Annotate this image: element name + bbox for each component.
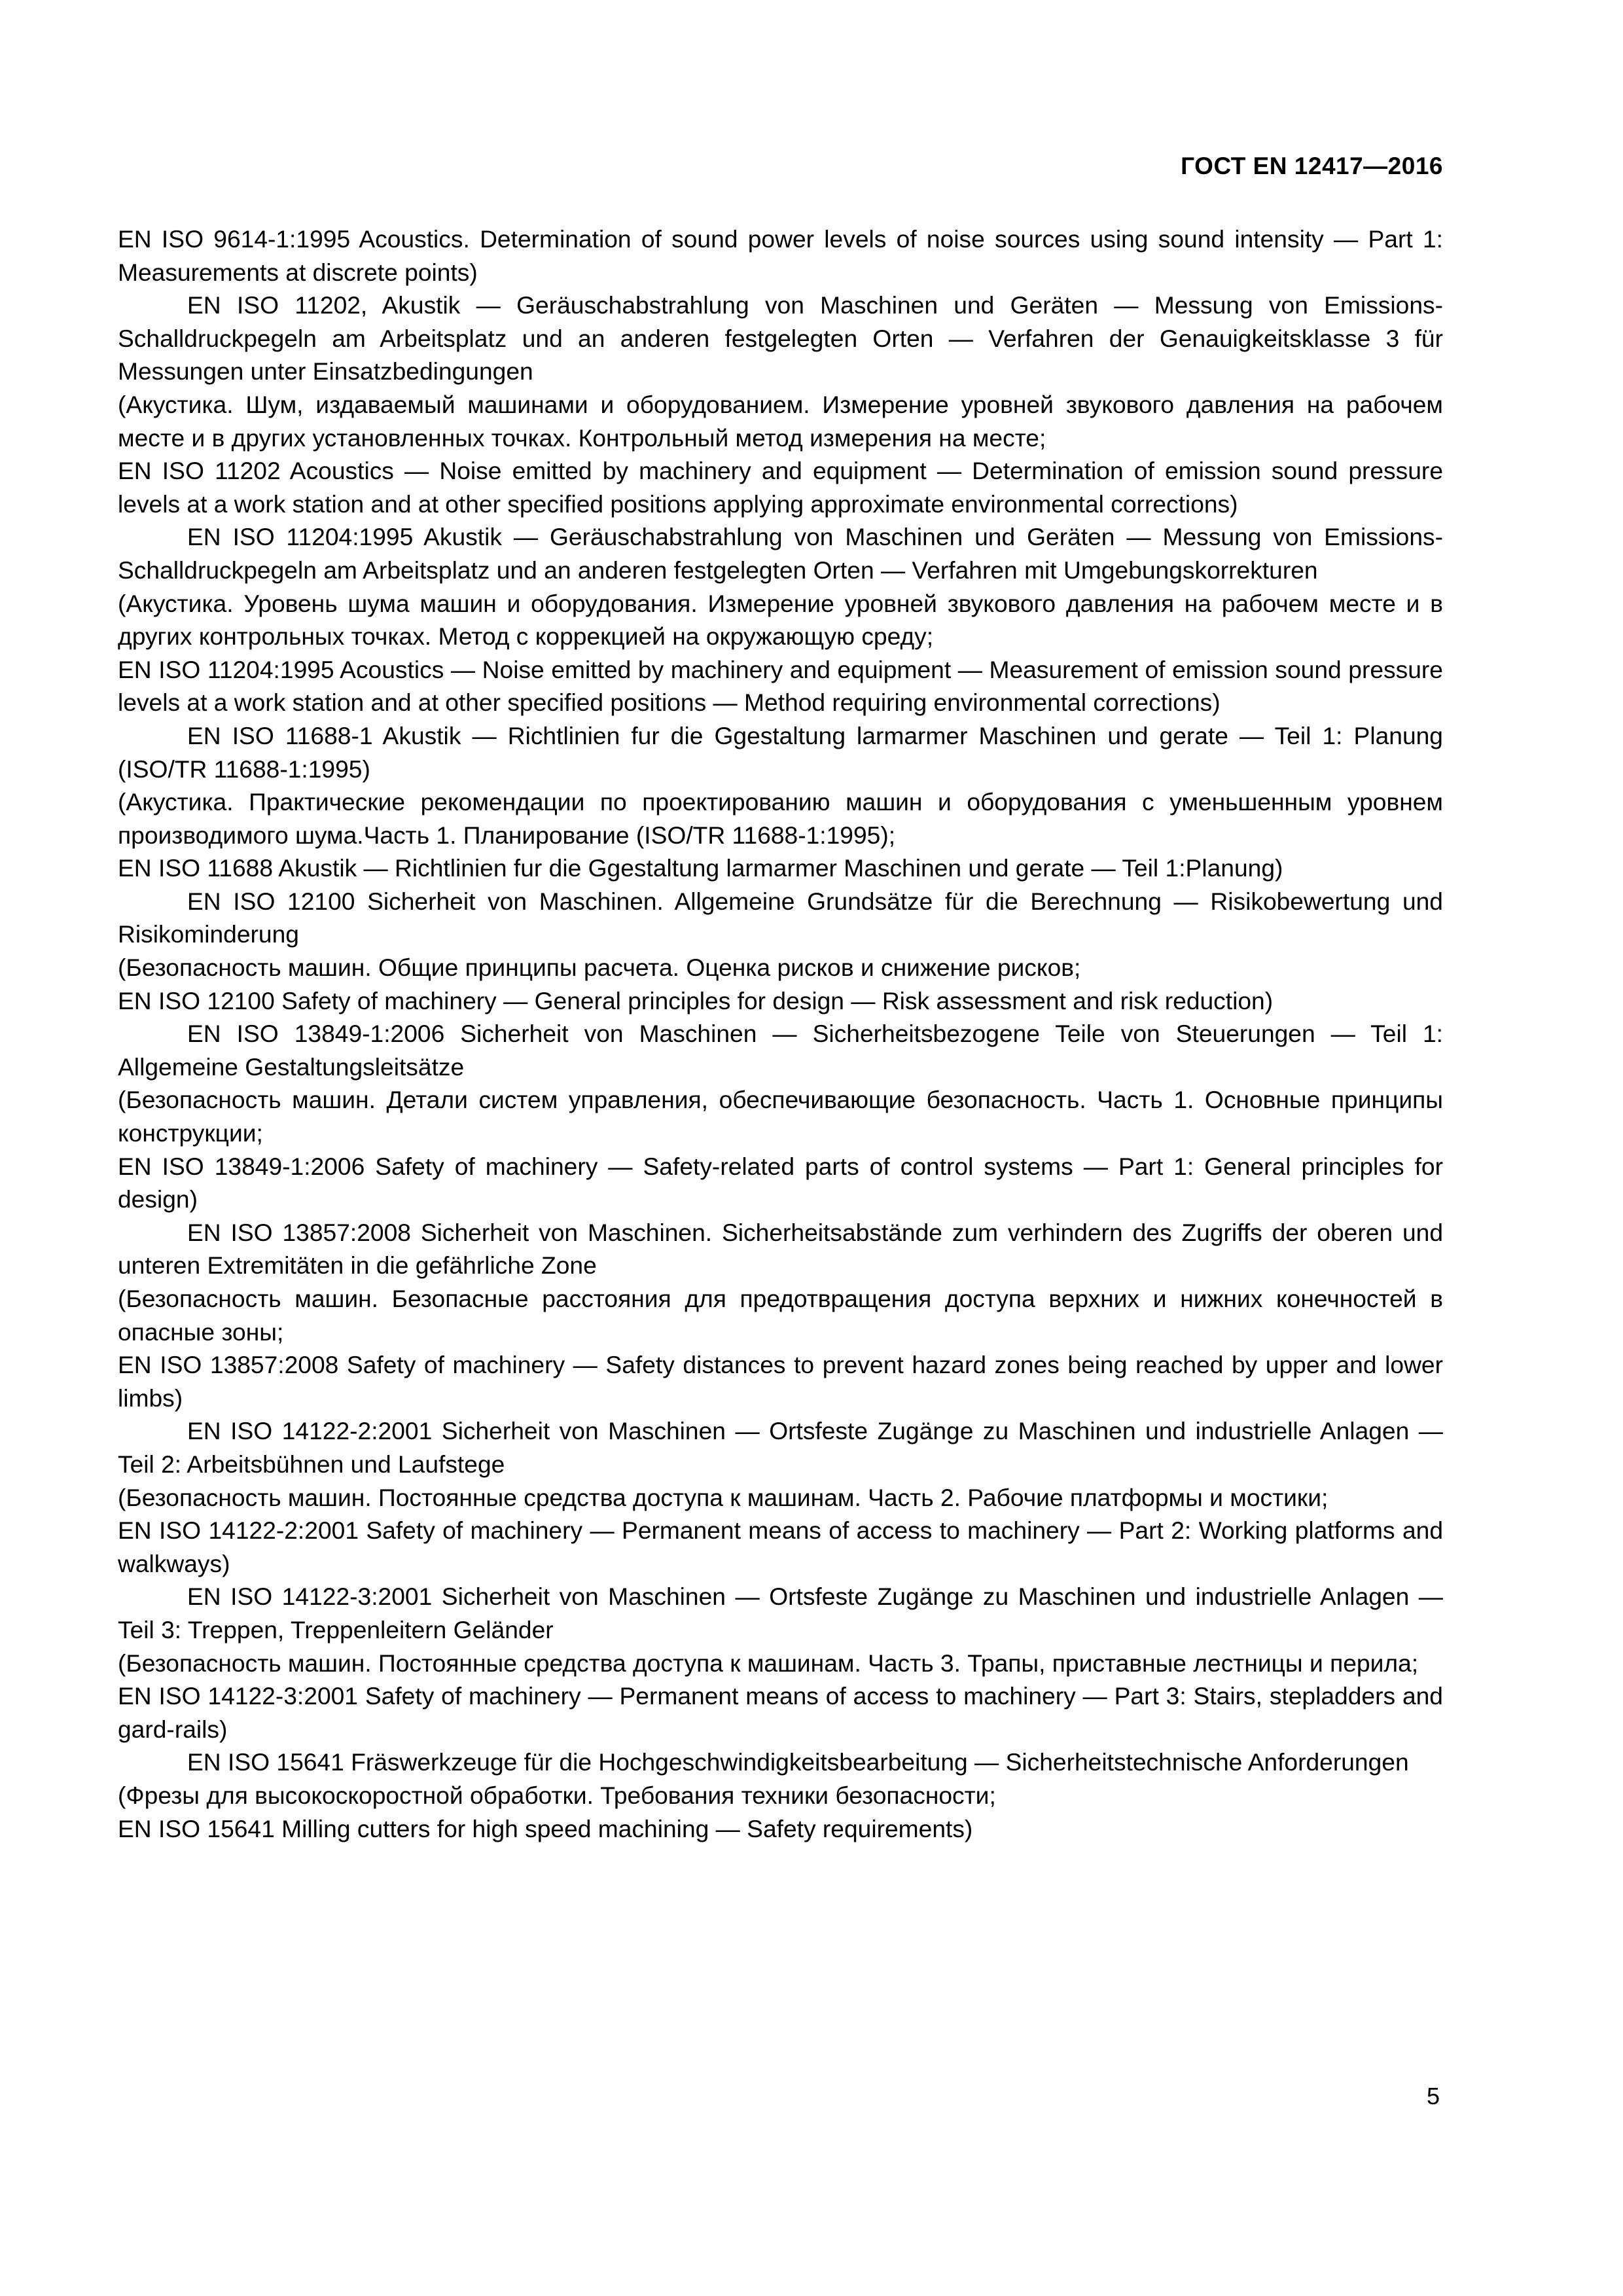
- reference-paragraph: EN ISO 11688 Akustik — Richtlinien fur die Ggestaltung larmarmer Maschinen und gerate — Teil 1:Planung): [118, 854, 1283, 882]
- reference-paragraph: EN ISO 12100 Sicherheit von Maschinen. Allgemeine Grundsätze für die Berechnung — Risikobewertung und Risikominderung: [118, 887, 1443, 948]
- reference-paragraph: EN ISO 11202, Akustik — Geräuschabstrahlung von Maschinen und Geräten — Messung von Emissions-Schalldruckpegeln am Arbeitsplatz und an anderen festgelegten Orten — Verfahren der Genauigkeitsklasse 3 für Messungen unter Einsatzbedingungen: [118, 291, 1443, 386]
- page-header-standard: ГОСТ EN 12417—2016: [1181, 152, 1443, 179]
- reference-paragraph: EN ISO 9614-1:1995 Acoustics. Determination of sound power levels of noise sources using sound intensity — Part 1: Measurements at discrete points): [118, 225, 1443, 286]
- reference-paragraph: (Фрезы для высокоскоростной обработки. Требования техники безопасности;: [118, 1781, 996, 1809]
- reference-paragraph: EN ISO 14122-3:2001 Sicherheit von Maschinen — Ortsfeste Zugänge zu Maschinen und industrielle Anlagen — Teil 3: Treppen, Treppenleitern Geländer: [118, 1583, 1443, 1643]
- reference-paragraph: EN ISO 14122-2:2001 Safety of machinery — Permanent means of access to machinery — Part 2: Working platforms and walkways): [118, 1516, 1443, 1577]
- reference-paragraph: EN ISO 14122-3:2001 Safety of machinery — Permanent means of access to machinery — Part 3: Stairs, stepladders and gard-rails): [118, 1682, 1443, 1743]
- reference-paragraph: (Безопасность машин. Общие принципы расчета. Оценка рисков и снижение рисков;: [118, 954, 1081, 982]
- reference-paragraph: EN ISO 13849-1:2006 Sicherheit von Maschinen — Sicherheitsbezogene Teile von Steuerungen — Teil 1: Allgemeine Gestaltungsleitsätze: [118, 1020, 1443, 1081]
- reference-paragraph: EN ISO 13857:2008 Sicherheit von Maschinen. Sicherheitsabstände zum verhindern des Zugriffs der oberen und unteren Extremitäten in die gefährliche Zone: [118, 1218, 1443, 1280]
- reference-paragraph: EN ISO 11202 Acoustics — Noise emitted by machinery and equipment — Determination of emission sound pressure levels at a work station and at other specified positions applying approximate environmental corrections): [118, 457, 1443, 518]
- reference-paragraph: EN ISO 13849-1:2006 Safety of machinery — Safety-related parts of control systems — Part 1: General principles for design): [118, 1152, 1443, 1213]
- reference-paragraph: EN ISO 12100 Safety of machinery — General principles for design — Risk assessment and risk reduction): [118, 986, 1274, 1014]
- document-body: [118, 223, 1443, 1845]
- reference-paragraph: (Акустика. Шум, издаваемый машинами и оборудованием. Измерение уровней звукового давления на рабочем месте и в других установленных точках. Контрольный метод измерения на месте;: [118, 390, 1443, 452]
- reference-paragraph: (Безопасность машин. Постоянные средства доступа к машинам. Часть 3. Трапы, приставные лестницы и перила;: [118, 1649, 1419, 1677]
- reference-paragraph: EN ISO 15641 Milling cutters for high speed machining — Safety requirements): [118, 1814, 973, 1842]
- reference-paragraph: (Безопасность машин. Безопасные расстояния для предотвращения доступа верхних и нижних конечностей в опасные зоны;: [118, 1285, 1443, 1346]
- reference-paragraph: (Акустика. Уровень шума машин и оборудования. Измерение уровней звукового давления на рабочем месте и в других контрольных точках. Метод с коррекцией на окружающую среду;: [118, 589, 1443, 651]
- reference-paragraph: EN ISO 14122-2:2001 Sicherheit von Maschinen — Ortsfeste Zugänge zu Maschinen und industrielle Anlagen — Teil 2: Arbeitsbühnen und Laufstege: [118, 1417, 1443, 1478]
- reference-paragraph: EN ISO 11204:1995 Acoustics — Noise emitted by machinery and equipment — Measurement of emission sound pressure levels at a work station and at other specified positions — Method requiring environmental corrections): [118, 655, 1443, 717]
- reference-paragraph: EN ISO 11688-1 Akustik — Richtlinien fur die Ggestaltung larmarmer Maschinen und gerate — Teil 1: Planung (ISO/TR 11688-1:1995): [118, 721, 1443, 783]
- reference-paragraph: (Акустика. Практические рекомендации по проектированию машин и оборудования с уменьшенным уровнем производимого шума.Часть 1. Планирование (ISO/TR 11688-1:1995);: [118, 788, 1443, 849]
- reference-paragraph: EN ISO 11204:1995 Akustik — Geräuschabstrahlung von Maschinen und Geräten — Messung von Emissions-Schalldruckpegeln am Arbeitsplatz und an anderen festgelegten Orten — Verfahren mit Umgebungskorrekturen: [118, 523, 1443, 584]
- reference-paragraph: EN ISO 15641 Fräswerkzeuge für die Hochgeschwindigkeitsbearbeitung — Sicherheitstechnische Anforderungen: [187, 1748, 1409, 1776]
- reference-paragraph: (Безопасность машин. Постоянные средства доступа к машинам. Часть 2. Рабочие платформы и мостики;: [118, 1483, 1329, 1511]
- page-number: 5: [1426, 2083, 1440, 2109]
- reference-paragraph: (Безопасность машин. Детали систем управления, обеспечивающие безопасность. Часть 1. Основные принципы конструкции;: [118, 1086, 1443, 1147]
- reference-paragraph: EN ISO 13857:2008 Safety of machinery — Safety distances to prevent hazard zones being reached by upper and lower limbs): [118, 1351, 1443, 1412]
